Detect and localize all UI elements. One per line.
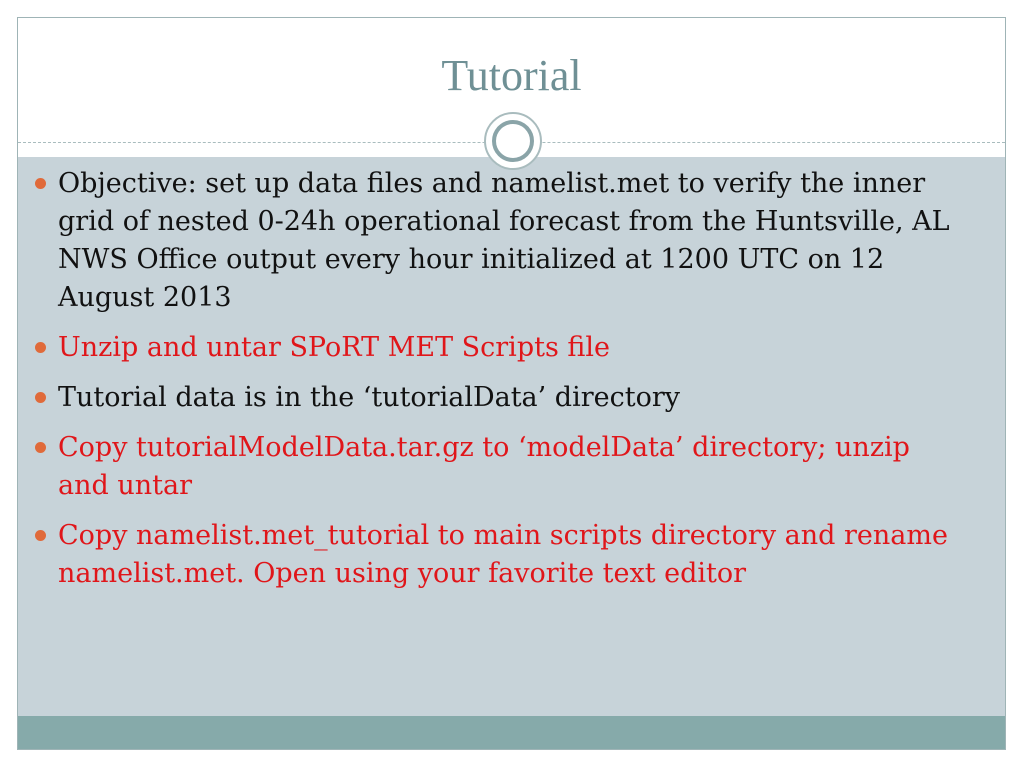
bullet-text: Unzip and untar SPoRT MET Scripts file — [58, 332, 611, 363]
slide-title: Tutorial — [441, 51, 582, 100]
bullet-item-copy-model-data — [33, 429, 953, 505]
circle-ornament-icon — [484, 112, 542, 170]
bullet-item-copy-namelist — [33, 517, 953, 593]
bullet-marker-icon — [35, 442, 46, 453]
bullet-text: Copy namelist.met_tutorial to main scripts directory and rename namelist.met. Open using your favorite text editor — [58, 520, 948, 589]
bullet-item-unzip — [33, 329, 953, 367]
bullet-text: Objective: set up data files and namelist.met to verify the inner grid of nested 0-24h operational forecast from the Huntsville, AL NWS Office output every hour initialized at 1200 UTC on 12 August 2013 — [58, 168, 950, 313]
bullet-marker-icon — [35, 530, 46, 541]
bullet-marker-icon — [35, 178, 46, 189]
bullet-marker-icon — [35, 342, 46, 353]
bullet-text: Tutorial data is in the ‘tutorialData’ directory — [58, 382, 681, 413]
bullet-item-tutorial-data — [33, 379, 953, 417]
footer-band — [18, 716, 1005, 750]
bullet-list — [33, 165, 953, 605]
bullet-marker-icon — [35, 392, 46, 403]
bullet-text: Copy tutorialModelData.tar.gz to ‘modelData’ directory; unzip and untar — [58, 432, 910, 501]
bullet-item-objective — [33, 165, 953, 317]
